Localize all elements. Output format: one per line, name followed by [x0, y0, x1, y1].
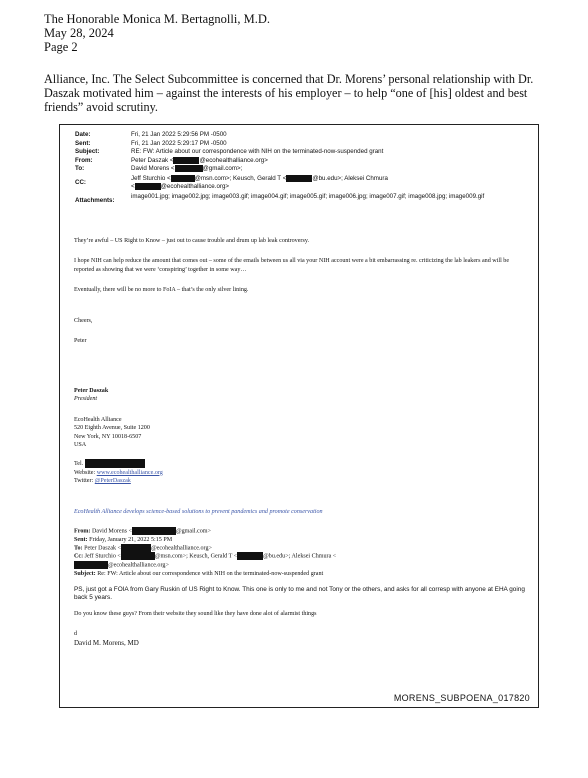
fwd-to-suffix: @ecohealthalliance.org>: [151, 545, 212, 552]
redaction-box: [121, 552, 155, 560]
address-country: USA: [74, 442, 87, 449]
fwd-to-row: [74, 544, 529, 553]
email-header: [75, 131, 530, 206]
to-prefix: David Morens <: [131, 165, 175, 173]
redaction-box: [121, 544, 151, 552]
signature-name: Peter Daszak: [74, 388, 109, 394]
date-label: Date:: [75, 131, 91, 138]
fwd-sent-row: [74, 536, 529, 544]
fwd-cc-part4: @ecohealthalliance.org>: [108, 562, 169, 569]
date-value: Fri, 21 Jan 2022 5:29:56 PM -0500: [131, 131, 227, 138]
redaction-box: [132, 527, 176, 535]
fwd-subject-value: Re: FW: Article about our correspondence with NIH on the terminated-now-suspended grant: [97, 570, 324, 577]
from-value: [131, 157, 530, 166]
fwd-subject-row: [74, 570, 529, 578]
fwd-from-label: From:: [74, 528, 91, 535]
cc-label: CC:: [75, 178, 86, 186]
fwd-to-label: To:: [74, 545, 83, 552]
website-row: [74, 469, 163, 477]
twitter-label: Twitter:: [74, 478, 94, 485]
fwd-cc-row-2: [74, 561, 529, 570]
sent-value: Fri, 21 Jan 2022 5:29:17 PM -0500: [131, 139, 227, 147]
redaction-box: [286, 175, 312, 182]
redaction-box: [175, 165, 203, 172]
fwd-cc-label: Cc:: [74, 553, 84, 560]
fwd-to-prefix: Peter Daszak <: [84, 545, 122, 552]
redaction-box: [171, 175, 195, 182]
redaction-box: [85, 459, 145, 468]
website-label: Website:: [74, 469, 96, 476]
redaction-box: [237, 552, 263, 560]
fwd-cc-part3: @bu.edu>; Aleksei Chmura <: [263, 553, 337, 560]
email-paragraph-1: They’re awful – US Right to Know – just out to cause trouble and drum up lab leak controversy.: [74, 238, 310, 244]
letter-date: May 28, 2024: [44, 26, 114, 40]
email-signoff: Peter: [74, 338, 87, 344]
recipient: The Honorable Monica M. Bertagnolli, M.D.: [44, 12, 270, 26]
to-label: To:: [75, 165, 85, 173]
letter-header: [44, 12, 270, 54]
fwd-from-row: [74, 527, 529, 536]
header-subject-row: [75, 148, 530, 157]
header-date-row: [75, 131, 530, 140]
phone-label: Tel.: [74, 461, 84, 468]
email-cheers: Cheers,: [74, 318, 93, 324]
header-from-row: [75, 157, 530, 166]
bates-stamp: MORENS_SUBPOENA_017820: [393, 693, 530, 703]
subject-label: Subject:: [75, 148, 100, 155]
header-sent-row: [75, 140, 530, 149]
fwd-subject-label: Subject:: [74, 570, 96, 577]
from-label: From:: [75, 156, 93, 164]
redaction-box: [74, 561, 108, 569]
redaction-box: [173, 157, 199, 164]
org-name: EcoHealth Alliance: [74, 416, 122, 423]
twitter-link[interactable]: @PeterDaszak: [94, 478, 131, 485]
website-link[interactable]: www.ecohealthalliance.org: [96, 469, 163, 476]
fwd-ps: PS, just got a FOIA from Gary Ruskin of US Right to Know. This one is only to me and not Tony or the others, and asks for all corresp with anyone at EHA going back 5 years.: [74, 585, 525, 602]
header-attachments-row: [75, 193, 530, 206]
signature-block: [74, 387, 163, 486]
email-exhibit: [59, 124, 539, 708]
cc-part3: @bu.edu>; Aleksei Chmura: [312, 174, 388, 182]
cc-value: [131, 175, 530, 192]
forwarded-message: [74, 527, 529, 647]
address-line-1: 520 Eighth Avenue, Suite 1200: [74, 425, 150, 432]
fwd-cc-part2: @msn.com>; Keusch, Gerald T <: [154, 553, 238, 560]
header-cc-row: [75, 175, 530, 192]
to-suffix: @gmail.com>;: [202, 165, 243, 173]
cc-part1: Jeff Sturchio <: [131, 174, 171, 182]
from-prefix: Peter Daszak <: [131, 156, 174, 164]
twitter-row: [74, 477, 163, 485]
fwd-cc-row: [74, 552, 529, 561]
fwd-signature: David M. Morens, MD: [74, 638, 139, 647]
intro-paragraph: Alliance, Inc. The Select Subcommittee is concerned that Dr. Morens’ personal relationship with Dr. Daszak motivated him – against the interests of his employer – to help “one of [his] oldest and best friends” avoid scrutiny.: [44, 72, 534, 114]
fwd-from-suffix: @gmail.com>: [176, 528, 211, 535]
fwd-sent-label: Sent:: [74, 536, 88, 543]
phone-row: [74, 459, 163, 468]
email-paragraph-2: I hope NIH can help reduce the amount that comes out – some of the emails between us all via your NIH account were a bit embarrassing re. criticizing the lab leakers and will be reported as showing that we were ‘conspiring’ together in some way…: [74, 258, 510, 273]
attachments-label: Attachments:: [75, 197, 115, 205]
fwd-from-prefix: David Morens <: [92, 528, 133, 535]
fwd-question: Do you know these guys? From their website they sound like they have done alot of alarmist things: [74, 611, 317, 618]
fwd-initial: d: [74, 631, 78, 638]
fwd-cc-part1: Jeff Sturchio <: [84, 553, 121, 560]
email-paragraph-3: Eventually, there will be no more to FoIA – that’s the only silver lining.: [74, 287, 249, 293]
attachments-value: image001.jpg; image002.jpg; image003.gif; image004.gif; image005.gif; image006.jpg; image007.gif; image008.jpg; image009.gif: [131, 193, 485, 201]
sent-label: Sent:: [75, 139, 91, 147]
address-line-2: New York, NY 10018-6507: [74, 433, 142, 440]
from-suffix: @ecohealthalliance.org>: [199, 156, 268, 164]
cc-part5: @ecohealthalliance.org>: [160, 183, 229, 191]
header-to-row: [75, 165, 530, 174]
cc-part4: <: [131, 183, 135, 191]
to-value: [131, 165, 530, 174]
signature-title: President: [74, 396, 98, 403]
subject-value: RE: FW: Article about our correspondence with NIH on the terminated-now-suspended grant: [131, 148, 384, 155]
page-number: Page 2: [44, 40, 78, 54]
cc-part2: @msn.com>; Keusch, Gerald T <: [194, 174, 287, 182]
org-tagline: EcoHealth Alliance develops science-based solutions to prevent pandemics and promote conservation: [74, 509, 323, 515]
fwd-sent-value: Friday, January 21, 2022 5:15 PM: [89, 536, 173, 543]
redaction-box: [135, 183, 161, 190]
